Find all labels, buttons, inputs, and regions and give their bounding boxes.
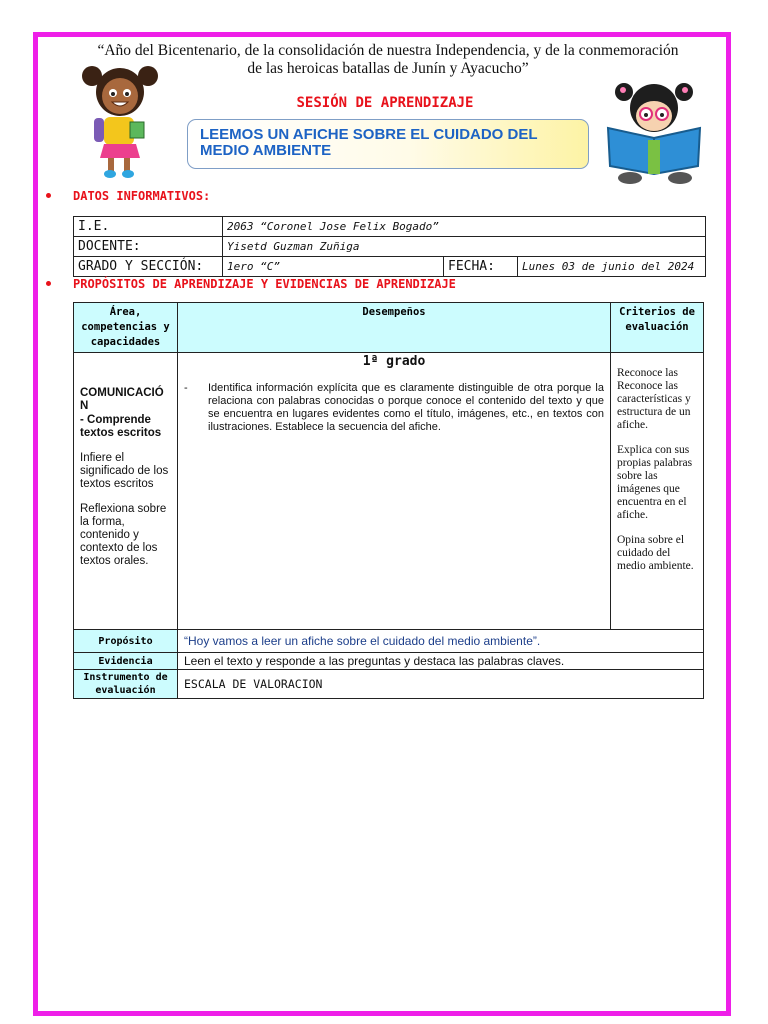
- datos-heading-text: DATOS INFORMATIVOS:: [73, 189, 211, 203]
- table-row: [74, 237, 706, 257]
- area-cell: [74, 353, 178, 630]
- table-row: [74, 653, 704, 670]
- grado-label: GRADO Y SECCIÓN:: [74, 257, 223, 277]
- motto-line-2: de las heroicas batallas de Junín y Ayacucho”: [247, 60, 529, 77]
- datos-heading: [46, 189, 210, 203]
- fecha-value: Lunes 03 de junio del 2024: [518, 257, 706, 277]
- instrumento-value: ESCALA DE VALORACION: [178, 670, 704, 699]
- grado-value: 1ero “C”: [223, 257, 444, 277]
- grado-heading: 1ª grado: [362, 354, 426, 369]
- ie-value: 2063 “Coronel Jose Felix Bogado”: [223, 217, 706, 237]
- area-title-line-1: COMUNICACIÓ: [80, 387, 164, 399]
- desempeno-text: Identifica información explícita que es claramente distinguible de otra porque la relaciona con palabras conocidas o porque conoce el contenido del texto y que se encuentra en lugares evidentes como el título, imágenes, etc., en textos con ilustraciones. Establece la secuencia del afiche.: [208, 382, 604, 433]
- propositos-heading-text: PROPÓSITOS DE APRENDIZAJE Y EVIDENCIAS DE APRENDIZAJE: [73, 277, 456, 291]
- learning-purposes-table: [73, 302, 704, 699]
- desempenos-cell: [178, 353, 611, 630]
- criterio-2: Explica con sus propias palabras sobre las imágenes que encuentra en el afiche.: [617, 444, 693, 521]
- proposito-label: Propósito: [74, 630, 178, 653]
- fecha-label: FECHA:: [444, 257, 518, 277]
- area-capacidad-2: Reflexiona sobre la forma, contenido y contexto de los textos orales.: [80, 503, 167, 567]
- col-header-desempenos: Desempeños: [178, 303, 611, 353]
- session-title: SESIÓN DE APRENDIZAJE: [296, 95, 474, 111]
- bullet-icon: [46, 193, 51, 198]
- area-competencia: - Comprende textos escritos: [80, 414, 162, 439]
- criterio-1: Reconoce las Reconoce las características y estructura de un afiche.: [617, 367, 691, 431]
- table-row: [74, 630, 704, 653]
- session-theme-box: [187, 119, 589, 169]
- table-row: [74, 257, 706, 277]
- criterios-cell: [611, 353, 704, 630]
- bullet-icon: [46, 281, 51, 286]
- proposito-value: “Hoy vamos a leer un afiche sobre el cuidado del medio ambiente”.: [178, 630, 704, 653]
- criterio-3: Opina sobre el cuidado del medio ambiente.: [617, 534, 694, 572]
- evidencia-label: Evidencia: [74, 653, 178, 670]
- table-row: [74, 670, 704, 699]
- desempeno-item: [184, 382, 604, 434]
- docente-label: DOCENTE:: [74, 237, 223, 257]
- area-title: [80, 387, 171, 413]
- table-row: [74, 217, 706, 237]
- area-title-line-2: N: [80, 400, 89, 412]
- instrumento-label: Instrumento de evaluación: [74, 670, 178, 699]
- col-header-criterios: Criterios de evaluación: [611, 303, 704, 353]
- evidencia-value: Leen el texto y responde a las preguntas y destaca las palabras claves.: [178, 653, 704, 670]
- docente-value: Yisetd Guzman Zuñiga: [223, 237, 706, 257]
- info-table: [73, 216, 706, 277]
- area-capacidad-1: Infiere el significado de los textos escritos: [80, 452, 169, 490]
- ie-label: I.E.: [74, 217, 223, 237]
- girl-reading-illustration: [598, 78, 708, 186]
- desempeno-bullet: -: [184, 382, 188, 394]
- propositos-heading: [46, 277, 456, 291]
- girl-with-books-illustration: [80, 62, 160, 182]
- theme-line-2: MEDIO AMBIENTE: [200, 142, 332, 159]
- motto-line-1: “Año del Bicentenario, de la consolidación de nuestra Independencia, y de la conmemoración: [97, 42, 679, 59]
- table-row: [74, 353, 704, 630]
- motto: [88, 42, 688, 78]
- theme-line-1: LEEMOS UN AFICHE SOBRE EL CUIDADO DEL: [200, 126, 538, 143]
- col-header-area: Área, competencias y capacidades: [74, 303, 178, 353]
- table-header-row: [74, 303, 704, 353]
